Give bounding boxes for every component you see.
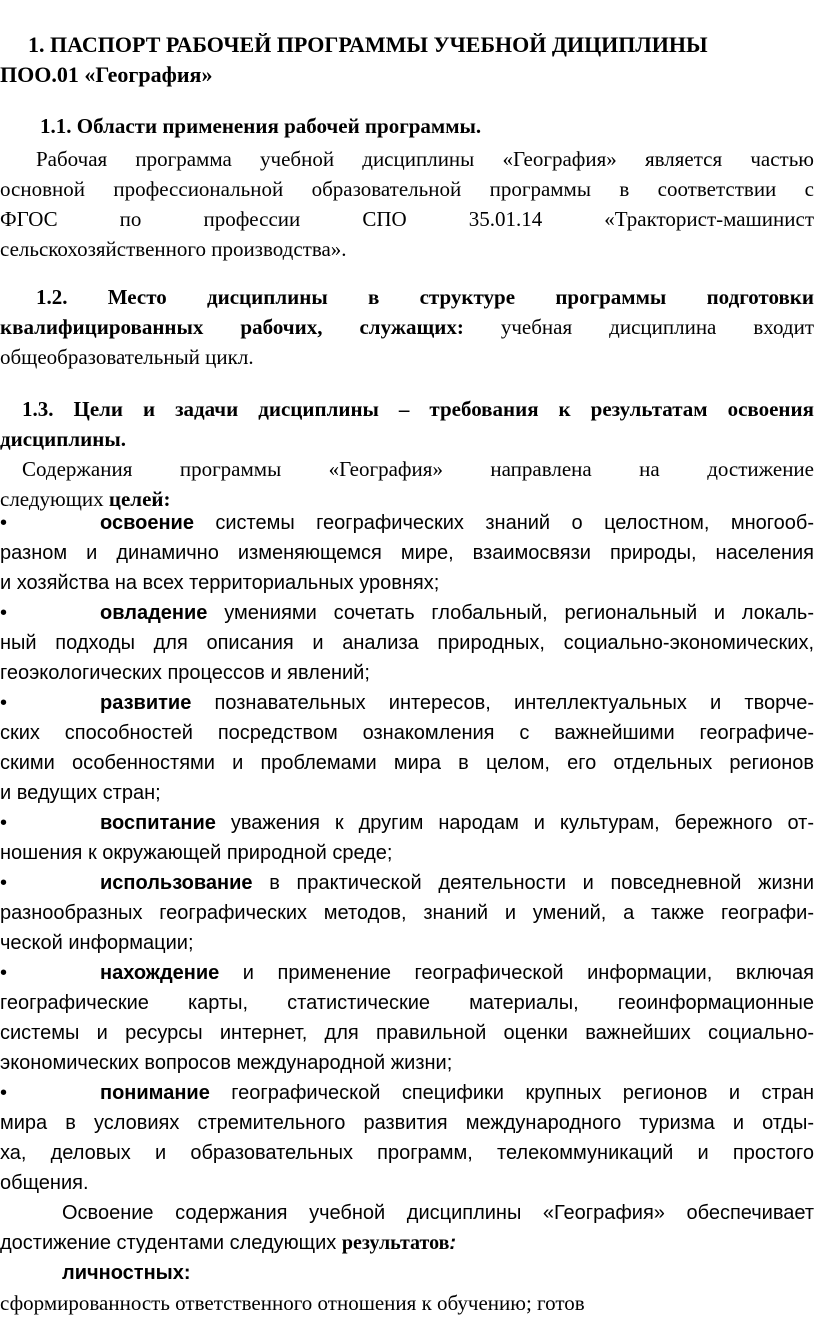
paragraph-line: Освоение содержания учебной дисциплины «География» обеспечивает: [62, 1202, 814, 1224]
bullet-text: и ведущих стран;: [0, 782, 161, 804]
bullet-text: уважения к другим народам и культурам, бережного от-: [215, 812, 814, 834]
bullet-text: географические карты, статистические материалы, геоинформационные: [0, 992, 814, 1014]
list-item: [0, 1078, 814, 1198]
bullet-text: ный подходы для описания и анализа природных, социально-экономических,: [0, 632, 814, 654]
bullet-text: общения.: [0, 1172, 89, 1194]
paragraph-text: учебная дисциплина входит: [463, 315, 814, 339]
title-line-2: ПОО.01 «География»: [0, 62, 213, 87]
bullet-text: ческой информации;: [0, 932, 194, 954]
title-line-1: 1. ПАСПОРТ РАБОЧЕЙ ПРОГРАММЫ УЧЕБНОЙ ДИЦИПЛИНЫ: [28, 32, 708, 57]
paragraph-line: сформированность ответственного отношения к обучению; готов: [0, 1291, 585, 1315]
paragraph-line: [0, 312, 814, 342]
bullet-text: геоэкологических процессов и явлений;: [0, 662, 370, 684]
bullet-text: географической специфики крупных регионов и стран: [209, 1082, 814, 1104]
bullet-icon: •: [0, 962, 8, 984]
bullet-text: ха, деловых и образовательных программ, телекоммуникаций и простого: [0, 1142, 814, 1164]
section-1-3-paragraph: [0, 394, 814, 514]
bullet-icon: •: [0, 602, 8, 624]
paragraph-line: [0, 1228, 814, 1258]
paragraph-line: основной профессиональной образовательной программы в соответствии с: [0, 177, 814, 201]
bullet-text: системы географических знаний о целостном, многооб-: [193, 512, 814, 534]
goals-list: [0, 508, 814, 1318]
bullet-text: экономических вопросов международной жизни;: [0, 1052, 453, 1074]
bullet-text: разнообразных географических методов, знаний и умений, а также географи-: [0, 902, 814, 924]
bullet-term: нахождение: [100, 962, 220, 984]
personal-results-label: личностных:: [62, 1262, 191, 1284]
bullet-term: воспитание: [100, 812, 216, 834]
paragraph-line: общеобразовательный цикл.: [0, 345, 254, 369]
bullet-text: ношения к окружающей природной среде;: [0, 842, 393, 864]
bullet-icon: •: [0, 812, 8, 834]
results-label: результатов: [341, 1232, 450, 1254]
section-1-3-heading-line-2: дисциплины.: [0, 427, 126, 451]
bullet-text: и хозяйства на всех территориальных уровнях;: [0, 572, 440, 594]
paragraph-line: ФГОС по профессии СПО 35.01.14 «Тракторист-машинист: [0, 207, 814, 231]
paragraph-line: Рабочая программа учебной дисциплины «География» является частью: [36, 147, 814, 171]
bullet-icon: •: [0, 1082, 8, 1104]
bullet-text: в практической деятельности и повседневной жизни: [252, 872, 814, 894]
paragraph-text: достижение студентами следующих: [0, 1232, 342, 1254]
bullet-text: системы и ресурсы интернет, для правильной оценки важнейших социально-: [0, 1022, 814, 1044]
bullet-text: разном и динамично изменяющемся мире, взаимосвязи природы, населения: [0, 542, 814, 564]
paragraph-line: Содержания программы «География» направлена на достижение: [22, 457, 814, 481]
section-1-3-heading: 1.3. Цели и задачи дисциплины – требования к результатам освоения: [22, 397, 814, 421]
goals-label: целей:: [108, 487, 171, 511]
section-1-1-heading: 1.1. Области применения рабочей программы.: [40, 114, 482, 138]
bullet-term: освоение: [100, 512, 194, 534]
list-item: [0, 598, 814, 688]
bullet-text: и применение географической информации, включая: [219, 962, 814, 984]
list-item: [0, 958, 814, 1078]
paragraph-text: :: [449, 1232, 457, 1254]
bullet-text: познавательных интересов, интеллектуальных и творче-: [191, 692, 814, 714]
bullet-text: скими особенностями и проблемами мира в целом, его отдельных регионов: [0, 752, 814, 774]
list-item: [0, 808, 814, 868]
results-paragraph: [0, 1198, 814, 1318]
list-item: [0, 688, 814, 808]
bullet-term: развитие: [100, 692, 192, 714]
paragraph-text: следующих: [0, 487, 109, 511]
bullet-icon: •: [0, 512, 8, 534]
bullet-term: использование: [100, 872, 253, 894]
document-title: [0, 30, 808, 90]
section-1-2-heading: 1.2. Место дисциплины в структуре программы подготовки: [36, 285, 814, 309]
bullet-term: понимание: [100, 1082, 210, 1104]
bullet-term: овладение: [100, 602, 208, 624]
bullet-icon: •: [0, 872, 8, 894]
bullet-text: умениями сочетать глобальный, региональный и локаль-: [207, 602, 814, 624]
paragraph-line: сельскохозяйственного производства».: [0, 237, 347, 261]
list-item: [0, 868, 814, 958]
section-1-2-heading-tail: квалифицированных рабочих, служащих:: [0, 315, 464, 339]
bullet-text: мира в условиях стремительного развития международного туризма и отды-: [0, 1112, 814, 1134]
section-1-1-paragraph: [0, 144, 814, 264]
section-1-2-paragraph: [0, 282, 814, 372]
bullet-text: ских способностей посредством ознакомления с важнейшими географиче-: [0, 722, 814, 744]
list-item: [0, 508, 814, 598]
bullet-icon: •: [0, 692, 8, 714]
